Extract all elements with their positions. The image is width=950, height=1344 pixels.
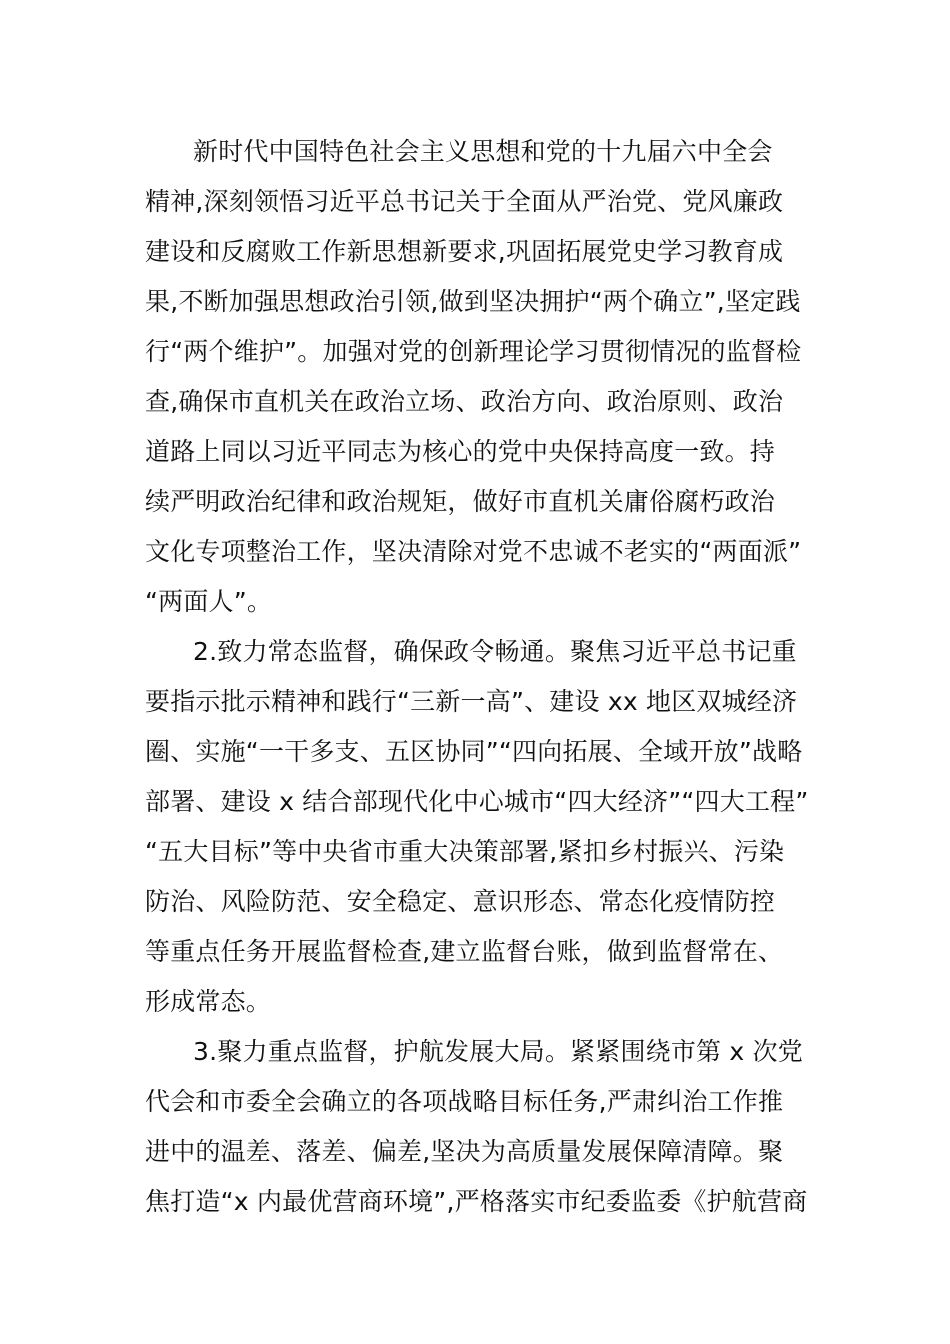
text-line: 圈、实施“一干多支、五区协同”“四向拓展、全域开放”战略 — [145, 737, 803, 766]
text-line: 查,确保市直机关在政治立场、政治方向、政治原则、政治 — [145, 387, 784, 416]
text-line: 续严明政治纪律和政治规矩，做好市直机关庸俗腐朽政治 — [145, 487, 776, 516]
text-line: 要指示批示精神和践行“三新一高”、建设 xx 地区双城经济 — [145, 687, 798, 716]
text-line: 防治、风险防范、安全稳定、意识形态、常态化疫情防控 — [145, 887, 776, 916]
paragraph-3-first-line: 3.聚力重点监督，护航发展大局。紧紧围绕市第 x 次党 — [193, 1037, 803, 1066]
text-line: 形成常态。 — [145, 987, 272, 1016]
text-line: “五大目标”等中央省市重大决策部署,紧扣乡村振兴、污染 — [145, 837, 785, 866]
paragraph-2-first-line: 2.致力常态监督，确保政令畅通。聚焦习近平总书记重 — [193, 637, 797, 666]
text-line: “两面人”。 — [145, 587, 273, 616]
text-line: 代会和市委全会确立的各项战略目标任务,严肃纠治工作推 — [145, 1087, 784, 1116]
text-line: 新时代中国特色社会主义思想和党的十九届六中全会 — [193, 137, 773, 166]
text-line: 果,不断加强思想政治引领,做到坚决拥护“两个确立”,坚定践 — [145, 287, 801, 316]
text-line: 行“两个维护”。加强对党的创新理论学习贯彻情况的监督检 — [145, 337, 802, 366]
text-line: 等重点任务开展监督检查,建立监督台账，做到监督常在、 — [145, 937, 784, 966]
text-line: 文化专项整治工作，坚决清除对党不忠诚不老实的“两面派” — [145, 537, 802, 566]
text-line: 建设和反腐败工作新思想新要求,巩固拓展党史学习教育成 — [145, 237, 784, 266]
text-line: 道路上同以习近平同志为核心的党中央保持高度一致。持 — [145, 437, 776, 466]
text-line: 部署、建设 x 结合部现代化中心城市“四大经济”“四大工程” — [145, 787, 809, 816]
text-line: 进中的温差、落差、偏差,坚决为高质量发展保障清障。聚 — [145, 1137, 784, 1166]
text-line: 精神,深刻领悟习近平总书记关于全面从严治党、党风廉政 — [145, 187, 784, 216]
text-line: 焦打造“x 内最优营商环境”,严格落实市纪委监委《护航营商 — [145, 1187, 808, 1216]
